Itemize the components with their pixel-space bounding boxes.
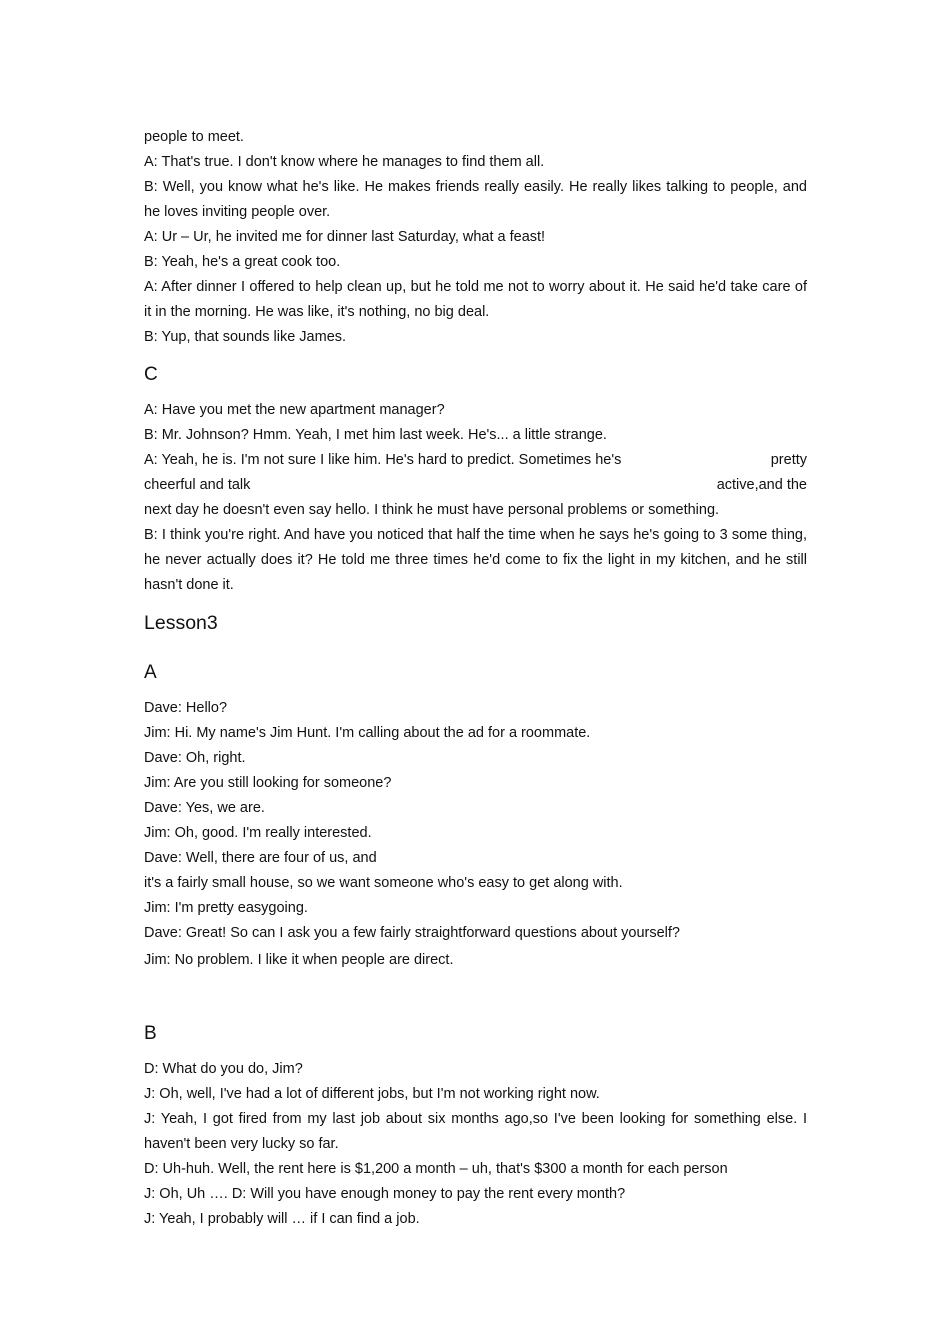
dialogue-fragment: cheerful and talk [144, 477, 251, 493]
dialogue-line: D: What do you do, Jim? [144, 1061, 303, 1077]
section-heading-a: A [144, 662, 157, 683]
dialogue-line: Jim: No problem. I like it when people are direct. [144, 952, 454, 968]
section-heading-b: B [144, 1023, 157, 1044]
dialogue-line: Dave: Yes, we are. [144, 800, 265, 816]
dialogue-fragment: A: Yeah, he is. I'm not sure I like him. He's hard to predict. Sometimes he's [144, 452, 622, 468]
dialogue-line: Dave: Hello? [144, 700, 228, 716]
dialogue-line: A: After dinner I offered to help clean up, but he told me not to worry about it. He said he'd take care of it in the morning. He was like, it's nothing, no big deal. [144, 279, 807, 320]
dialogue-line: Jim: Are you still looking for someone? [144, 775, 392, 791]
dialogue-fragment: active,and the [716, 477, 807, 493]
dialogue-line: Jim: Oh, good. I'm really interested. [144, 825, 372, 841]
dialogue-line: B: Well, you know what he's like. He makes friends really easily. He really likes talking to people, and he loves inviting people over. [144, 179, 807, 220]
dialogue-line-split [144, 448, 807, 473]
dialogue-line: B: I think you're right. And have you noticed that half the time when he says he's going to 3 some thing, he never actually does it? He told me three times he'd come to fix the light in my kitchen, and he still hasn't done it. [144, 527, 807, 593]
dialogue-section-b [144, 1057, 807, 1232]
document-body [144, 125, 807, 1232]
dialogue-section-c [144, 398, 807, 598]
dialogue-line: Dave: Well, there are four of us, and [144, 850, 377, 866]
dialogue-section-a [144, 696, 807, 973]
dialogue-line: Jim: I'm pretty easygoing. [144, 900, 308, 916]
dialogue-line-split [144, 473, 807, 498]
dialogue-line: A: That's true. I don't know where he manages to find them all. [144, 154, 545, 170]
dialogue-prev-section [144, 125, 807, 350]
dialogue-line: A: Ur – Ur, he invited me for dinner last Saturday, what a feast! [144, 229, 546, 245]
dialogue-line: Dave: Great! So can I ask you a few fairly straightforward questions about yourself? [144, 925, 680, 941]
dialogue-line: B: Yup, that sounds like James. [144, 329, 347, 345]
dialogue-line: it's a fairly small house, so we want someone who's easy to get along with. [144, 875, 623, 891]
dialogue-line: J: Yeah, I probably will … if I can find a job. [144, 1211, 420, 1227]
dialogue-line: B: Mr. Johnson? Hmm. Yeah, I met him last week. He's... a little strange. [144, 427, 607, 443]
dialogue-line: B: Yeah, he's a great cook too. [144, 254, 341, 270]
dialogue-fragment: pretty [770, 452, 807, 468]
dialogue-line: Jim: Hi. My name's Jim Hunt. I'm calling about the ad for a roommate. [144, 725, 591, 741]
dialogue-line: Dave: Oh, right. [144, 750, 246, 766]
dialogue-line: J: Oh, Uh …. D: Will you have enough money to pay the rent every month? [144, 1186, 626, 1202]
dialogue-line: J: Oh, well, I've had a lot of different jobs, but I'm not working right now. [144, 1086, 600, 1102]
lesson-title: Lesson3 [144, 612, 218, 634]
dialogue-line: next day he doesn't even say hello. I think he must have personal problems or something. [144, 502, 720, 518]
dialogue-line: A: Have you met the new apartment manager? [144, 402, 445, 418]
dialogue-line: people to meet. [144, 129, 244, 145]
section-heading-c: C [144, 364, 158, 385]
dialogue-line: J: Yeah, I got fired from my last job about six months ago,so I've been looking for something else. I haven't been very lucky so far. [144, 1111, 807, 1152]
dialogue-line: D: Uh-huh. Well, the rent here is $1,200 a month – uh, that's $300 a month for each person [144, 1161, 728, 1177]
